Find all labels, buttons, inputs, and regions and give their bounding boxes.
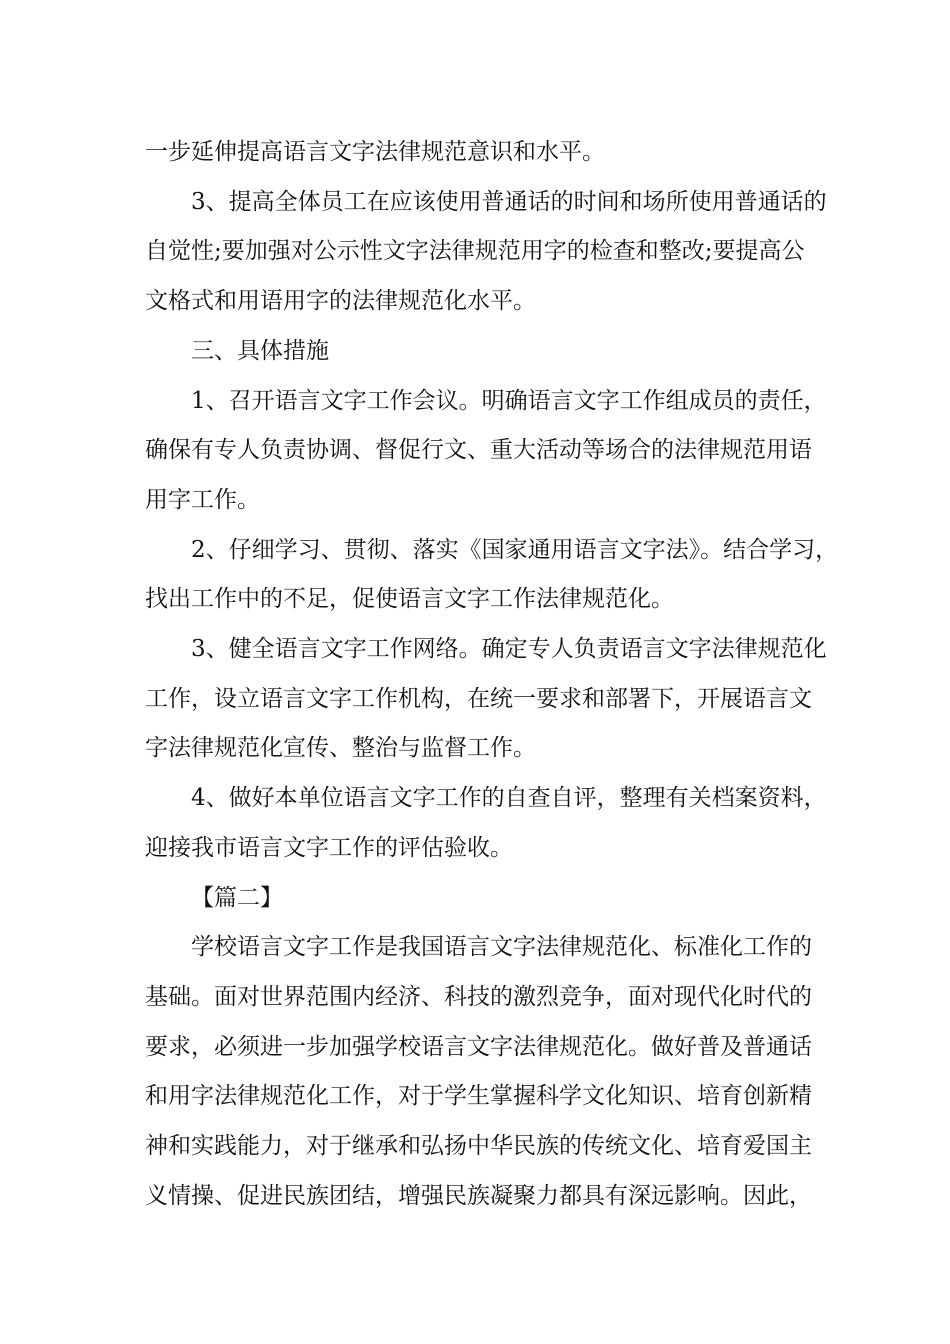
text-line: 文格式和用语用字的法律规范化水平。 [145, 288, 536, 315]
text-line: 用字工作。 [145, 486, 260, 513]
text-line: 3、健全语言文字工作网络。确定专人负责语言文字法律规范化 [191, 636, 827, 663]
part-heading: 【篇二】 [191, 884, 283, 911]
section-heading: 三、具体措施 [191, 337, 329, 364]
text-line: 4、做好本单位语言文字工作的自查自评，整理有关档案资料， [191, 785, 827, 812]
text-line: 确保有专人负责协调、督促行文、重大活动等场合的法律规范用语 [145, 437, 812, 464]
text-line: 找出工作中的不足，促使语言文字工作法律规范化。 [145, 586, 674, 613]
text-line: 义情操、促进民族团结，增强民族凝聚力都具有深远影响。因此， [145, 1182, 812, 1209]
text-line: 神和实践能力，对于继承和弘扬中华民族的传统文化、培育爱国主 [145, 1133, 812, 1160]
text-line: 学校语言文字工作是我国语言文字法律规范化、标准化工作的 [191, 934, 812, 961]
text-line: 工作，设立语言文字工作机构，在统一要求和部署下，开展语言文 [145, 685, 812, 712]
text-line: 和用字法律规范化工作，对于学生掌握科学文化知识、培育创新精 [145, 1083, 812, 1110]
text-line: 自觉性;要加强对公示性文字法律规范用字的检查和整改;要提高公 [145, 238, 805, 265]
text-line: 要求，必须进一步加强学校语言文字法律规范化。做好普及普通话 [145, 1033, 812, 1060]
text-line: 字法律规范化宣传、整治与监督工作。 [145, 735, 536, 762]
text-line: 一步延伸提高语言文字法律规范意识和水平。 [145, 139, 605, 165]
text-line: 3、提高全体员工在应该使用普通话的时间和场所使用普通话的 [191, 188, 827, 215]
text-line: 1、召开语言文字工作会议。明确语言文字工作组成员的责任， [191, 387, 827, 414]
text-line: 迎接我市语言文字工作的评估验收。 [145, 834, 513, 861]
document-body [145, 128, 839, 1221]
text-line: 基础。面对世界范围内经济、科技的激烈竞争，面对现代化时代的 [145, 983, 812, 1010]
text-line: 2、仔细学习、贯彻、落实《国家通用语言文字法》。结合学习， [191, 536, 839, 563]
